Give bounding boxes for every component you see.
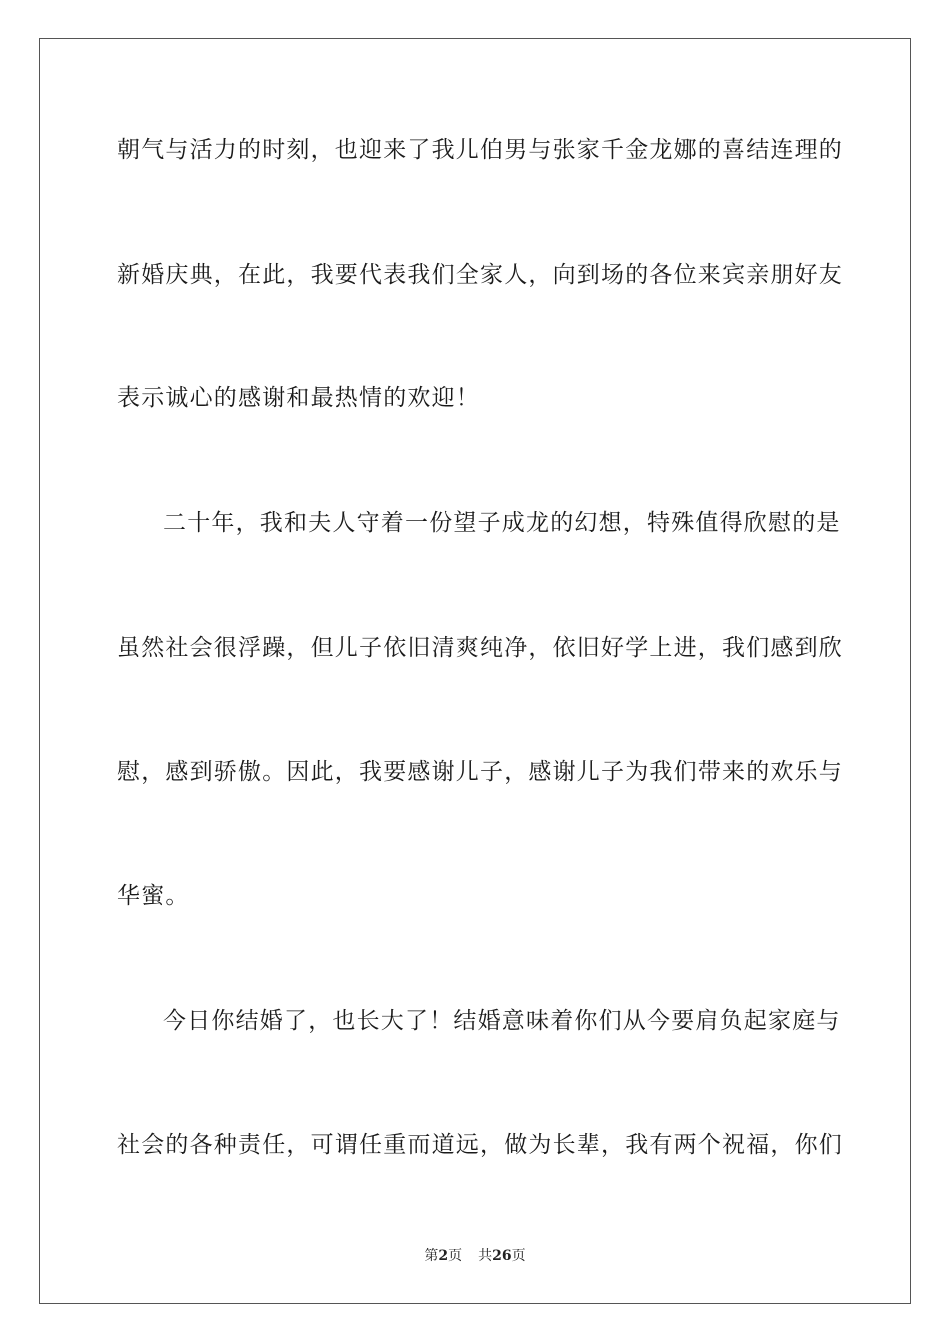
text-line-3: 表示诚心的感谢和最热情的欢迎！: [117, 385, 480, 411]
text-line-9: 社会的各种责任，可谓任重而道远，做为长辈，我有两个祝福，你们: [117, 1132, 843, 1158]
text-line-4: 二十年，我和夫人守着一份望子成龙的幻想，特殊值得欣慰的是: [163, 510, 841, 536]
page-border: [39, 38, 911, 1304]
total-prefix: 共: [478, 1248, 493, 1264]
text-line-6: 慰，感到骄傲。因此，我要感谢儿子，感谢儿子为我们带来的欢乐与: [117, 759, 843, 785]
page-footer: [0, 1247, 950, 1265]
page-suffix: 页: [448, 1248, 463, 1264]
page-number: 2: [438, 1248, 449, 1264]
text-line-8: 今日你结婚了，也长大了！结婚意味着你们从今要肩负起家庭与: [163, 1008, 841, 1034]
page-prefix: 第: [424, 1248, 439, 1264]
total-pages: 26: [492, 1248, 512, 1264]
text-line-7: 华蜜。: [117, 883, 190, 909]
text-line-2: 新婚庆典，在此，我要代表我们全家人，向到场的各位来宾亲朋好友: [117, 262, 843, 288]
total-suffix: 页: [511, 1248, 526, 1264]
text-line-5: 虽然社会很浮躁，但儿子依旧清爽纯净，依旧好学上进，我们感到欣: [117, 635, 843, 661]
text-line-1: 朝气与活力的时刻，也迎来了我儿伯男与张家千金龙娜的喜结连理的: [117, 137, 843, 163]
